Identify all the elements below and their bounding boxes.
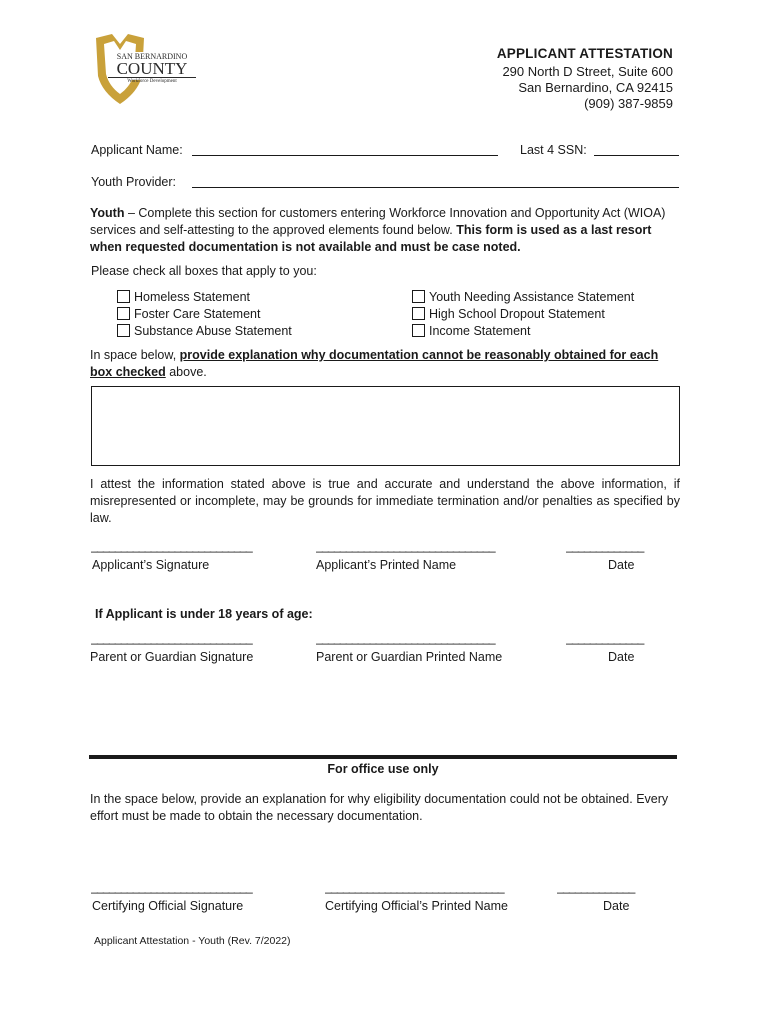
address-line-1: 290 North D Street, Suite 600	[502, 64, 673, 79]
intro-bold-tail: This form is used as a last resort when requested documentation is not available and must be case noted.	[90, 223, 652, 254]
intro-text: – Complete this section for customers entering Workforce Innovation and Opportunity Act (WIOA) services and self-attesting to the approved elements found below.	[90, 206, 666, 237]
applicant-date-label: Date	[608, 558, 635, 572]
certifying-printed-name-line[interactable]: ______________________________	[325, 880, 504, 894]
form-footer: Applicant Attestation - Youth (Rev. 7/2022)	[94, 935, 291, 947]
under-18-heading: If Applicant is under 18 years of age:	[95, 607, 313, 621]
certifying-signature-line[interactable]: ___________________________	[91, 880, 252, 894]
checkbox-youth-needing-assistance[interactable]	[412, 288, 634, 305]
applicant-printed-name-line[interactable]: ______________________________	[316, 539, 495, 553]
checklist-prompt: Please check all boxes that apply to you:	[91, 264, 317, 278]
office-divider	[89, 755, 677, 759]
checkbox-label: Youth Needing Assistance Statement	[429, 289, 635, 304]
certifying-printed-name-label: Certifying Official’s Printed Name	[325, 899, 508, 913]
checkbox-label: Substance Abuse Statement	[134, 323, 292, 338]
last4-ssn-label: Last 4 SSN:	[520, 143, 587, 157]
guardian-date-line[interactable]: _____________	[566, 631, 644, 645]
applicant-date-line[interactable]: _____________	[566, 539, 644, 553]
certifying-date-label: Date	[603, 899, 630, 913]
explanation-emphasis: provide explanation why documentation cannot be reasonably obtained for each box checked	[90, 348, 659, 379]
guardian-date-label: Date	[608, 650, 635, 664]
form-title: APPLICANT ATTESTATION	[496, 46, 673, 61]
intro-lead: Youth	[90, 206, 125, 220]
checkbox-square[interactable]	[117, 324, 130, 337]
applicant-printed-name-label: Applicant’s Printed Name	[316, 558, 457, 572]
checkbox-income[interactable]	[412, 322, 634, 339]
address-line-2: San Bernardino, CA 92415	[518, 80, 673, 95]
youth-provider-field[interactable]	[192, 187, 679, 188]
checkbox-label: Income Statement	[429, 323, 531, 338]
checkbox-foster-care[interactable]	[117, 305, 292, 322]
explanation-instruction	[90, 347, 680, 381]
explanation-textbox[interactable]	[91, 386, 680, 466]
explanation-suffix: above.	[165, 365, 207, 379]
office-use-heading: For office use only	[327, 762, 439, 776]
checkbox-square[interactable]	[412, 290, 425, 303]
phone-number: (909) 387-9859	[584, 96, 673, 111]
applicant-signature-line[interactable]: ___________________________	[91, 539, 252, 553]
county-logo	[88, 30, 198, 108]
logo-top-text: SAN BERNARDINO	[116, 52, 188, 61]
intro-paragraph	[90, 205, 680, 256]
applicant-name-field[interactable]	[192, 155, 498, 156]
attestation-text: I attest the information stated above is true and accurate and understand the above information, if misrepresented or incomplete, may be grounds for immediate termination and/or penalties as specified by law.	[90, 477, 680, 525]
office-explanation-text: In the space below, provide an explanation for why eligibility documentation could not be obtained. Every effort must be made to obtain the necessary documentation.	[90, 792, 669, 823]
checkbox-square[interactable]	[412, 307, 425, 320]
checkbox-high-school-dropout[interactable]	[412, 305, 634, 322]
applicant-signature-label: Applicant’s Signature	[92, 558, 210, 572]
checkbox-homeless[interactable]	[117, 288, 292, 305]
guardian-signature-label: Parent or Guardian Signature	[90, 650, 254, 664]
checkbox-square[interactable]	[117, 290, 130, 303]
guardian-printed-name-label: Parent or Guardian Printed Name	[316, 650, 503, 664]
youth-provider-label: Youth Provider:	[91, 175, 177, 189]
last4-ssn-field[interactable]	[594, 155, 679, 156]
checkbox-square[interactable]	[117, 307, 130, 320]
logo-sub-text: Workforce Development	[108, 77, 196, 85]
explanation-prefix: In space below,	[90, 348, 180, 362]
guardian-printed-name-line[interactable]: ______________________________	[316, 631, 495, 645]
logo-main-text: COUNTY	[116, 59, 188, 78]
checkbox-label: Homeless Statement	[134, 289, 251, 304]
checkbox-square[interactable]	[412, 324, 425, 337]
guardian-signature-line[interactable]: ___________________________	[91, 631, 252, 645]
applicant-name-label: Applicant Name:	[91, 143, 183, 157]
checkbox-label: Foster Care Statement	[134, 306, 261, 321]
certifying-date-line[interactable]: _____________	[557, 880, 635, 894]
certifying-signature-label: Certifying Official Signature	[92, 899, 244, 913]
checklist-right	[412, 288, 634, 339]
checkbox-label: High School Dropout Statement	[429, 306, 605, 321]
checkbox-substance-abuse[interactable]	[117, 322, 292, 339]
checklist-left	[117, 288, 292, 339]
